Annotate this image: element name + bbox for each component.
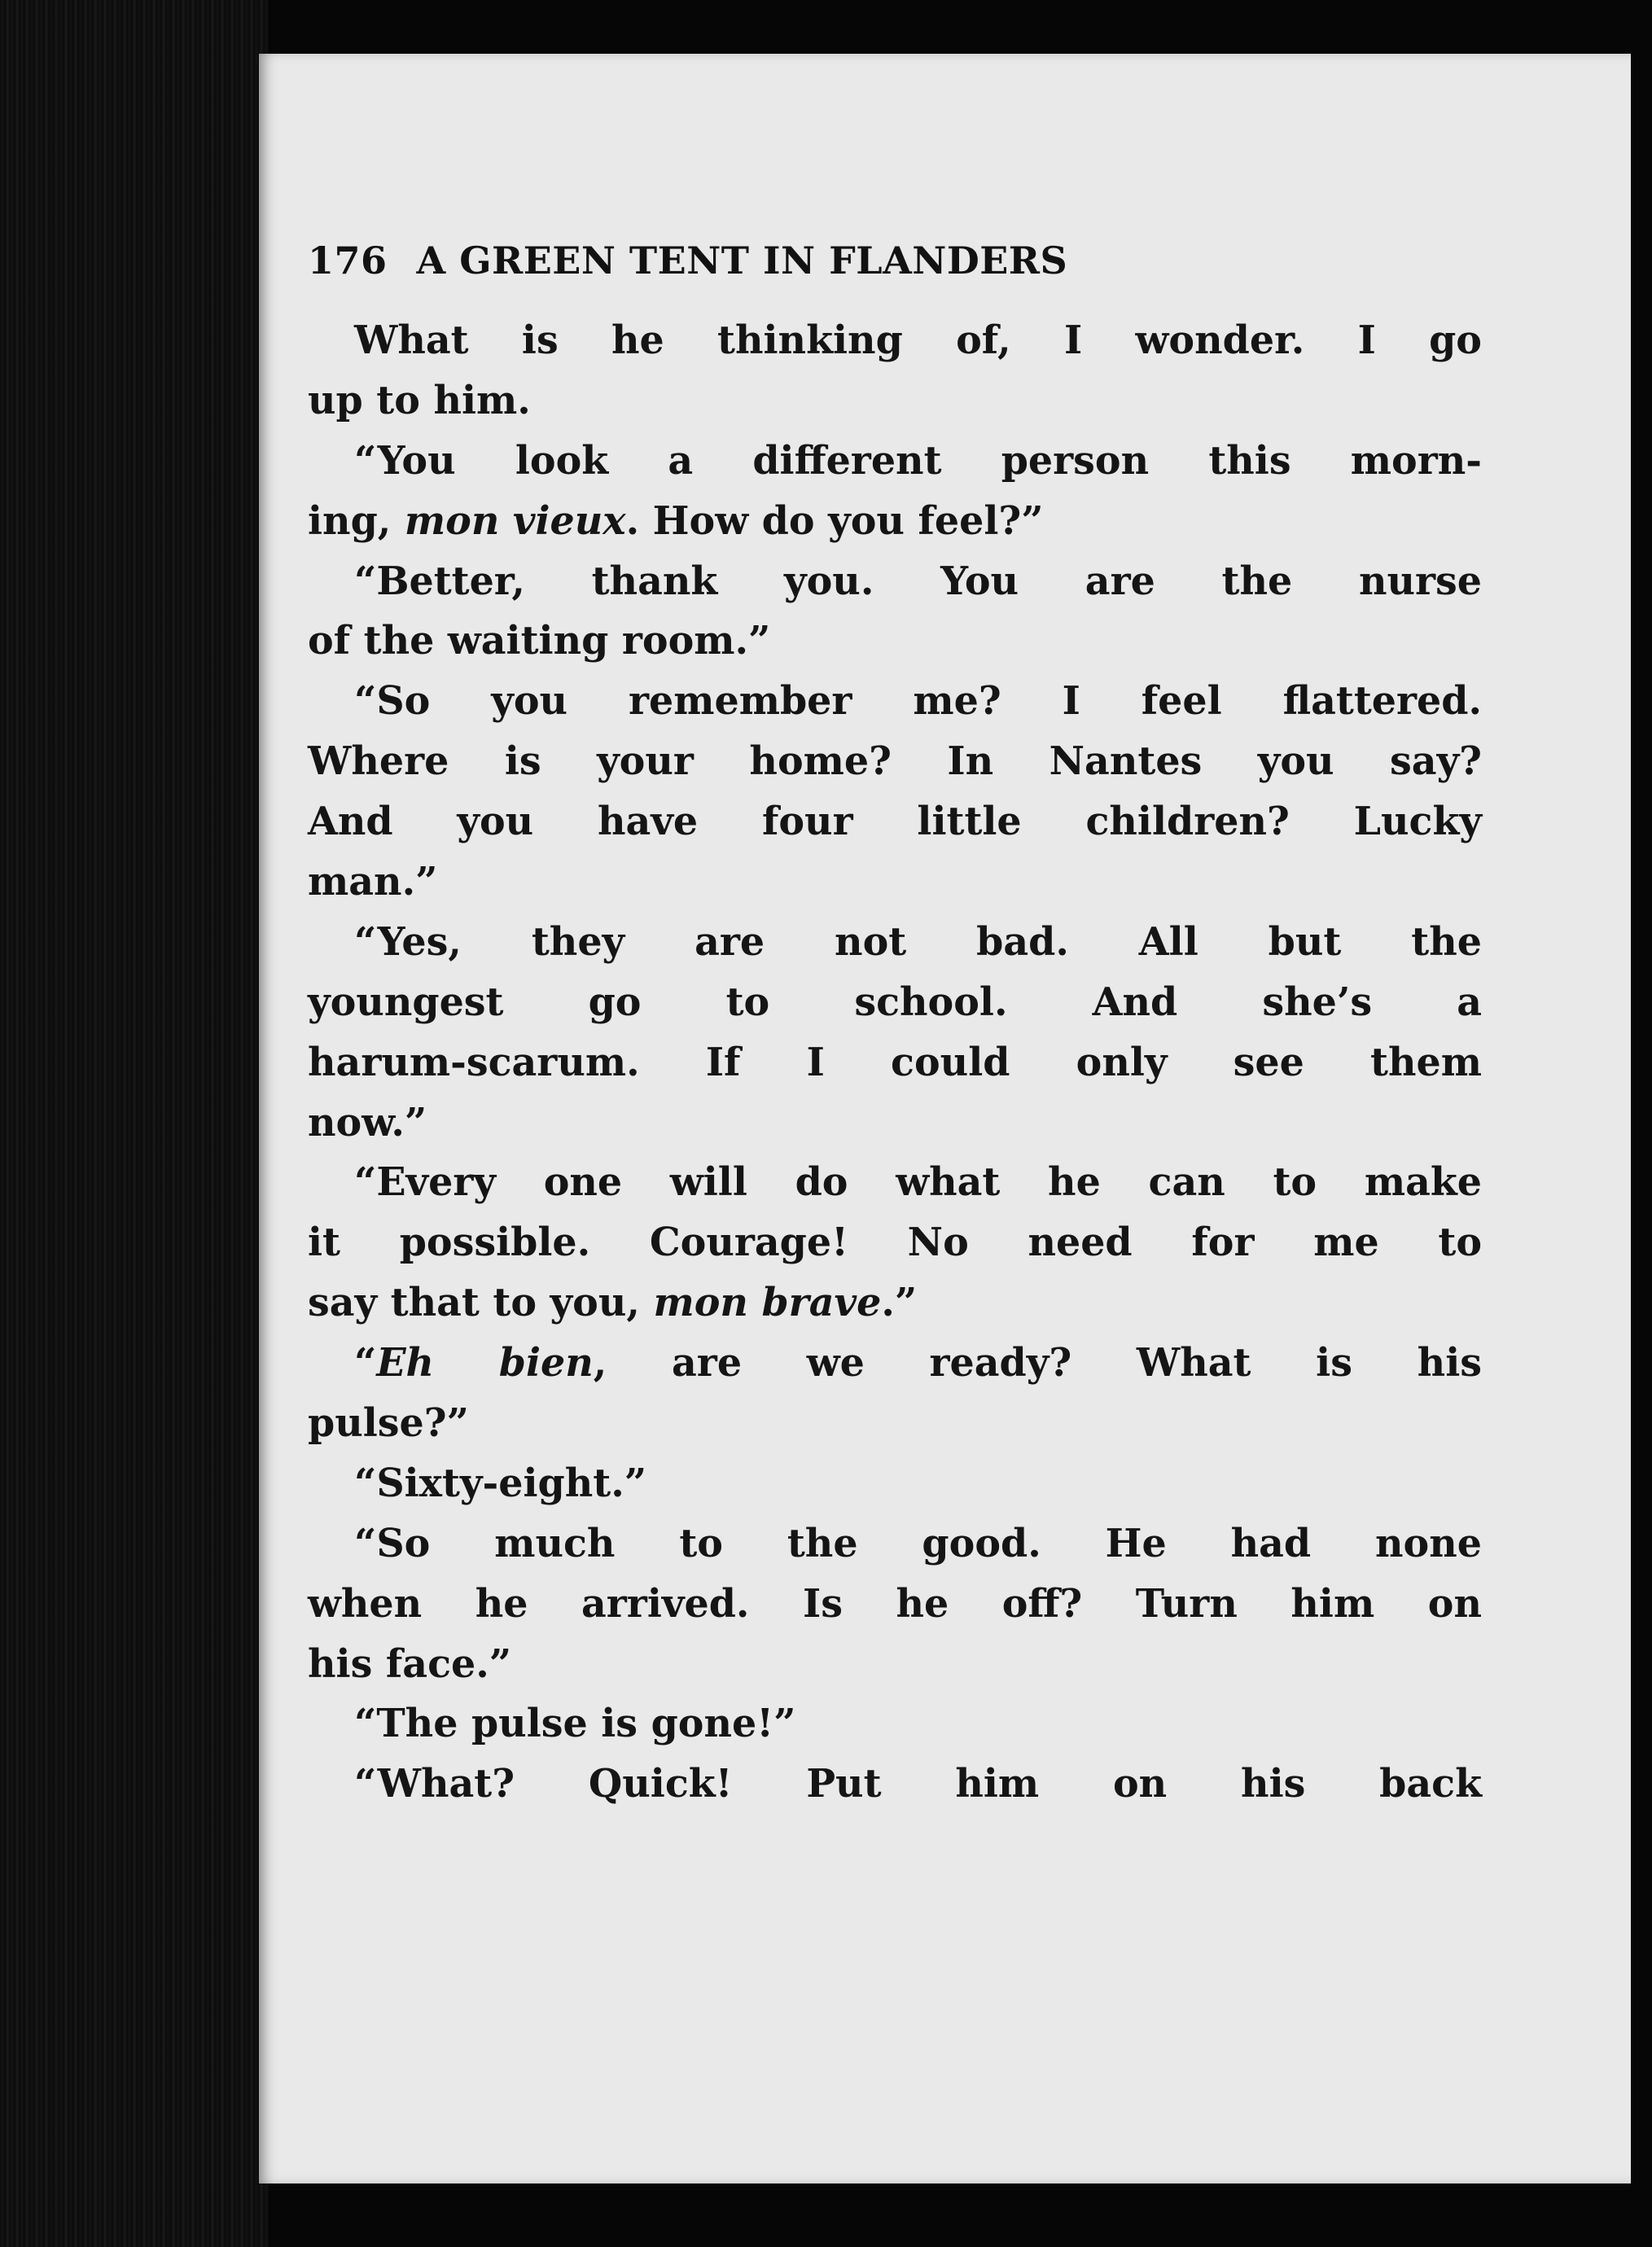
text-line: Where is your home? In Nantes you say? bbox=[308, 738, 1482, 785]
text-line: man.” bbox=[308, 859, 438, 905]
text-line: harum-scarum. If I could only see them bbox=[308, 1039, 1482, 1085]
text-line: “You look a different person this morn- bbox=[354, 437, 1482, 484]
text-line: up to him. bbox=[308, 377, 531, 423]
italic-phrase: mon vieux bbox=[404, 497, 626, 544]
text-line: And you have four little children? Lucky bbox=[308, 799, 1482, 845]
body-text bbox=[308, 311, 1482, 1815]
text-line: it possible. Courage! No need for me to bbox=[308, 1220, 1482, 1266]
text-line: youngest go to school. And she’s a bbox=[308, 979, 1482, 1025]
text-line: “The pulse is gone!” bbox=[354, 1701, 796, 1747]
text-line: “Every one will do what he can to make bbox=[354, 1159, 1482, 1206]
text-line: “Sixty-eight.” bbox=[354, 1460, 647, 1506]
text-line: “So much to the good. He had none bbox=[354, 1520, 1482, 1566]
text-line: “What? Quick! Put him on his back bbox=[354, 1761, 1482, 1807]
text-line: when he arrived. Is he off? Turn him on bbox=[308, 1580, 1482, 1627]
text-line: “Better, thank you. You are the nurse bbox=[354, 558, 1482, 604]
italic-phrase: mon brave bbox=[653, 1280, 882, 1326]
running-title: A GREEN TENT IN FLANDERS bbox=[416, 239, 1068, 283]
text-line: pulse?” bbox=[308, 1400, 469, 1447]
page-number: 176 bbox=[308, 239, 388, 283]
text-line: of the waiting room.” bbox=[308, 618, 771, 664]
text-line: his face.” bbox=[308, 1640, 512, 1687]
text-line: “Yes, they are not bad. All but the bbox=[354, 918, 1482, 965]
text-line: ing, mon vieux. How do you feel?” bbox=[308, 497, 1044, 544]
italic-phrase: Eh bien bbox=[376, 1340, 594, 1386]
text-line: say that to you, mon brave.” bbox=[308, 1280, 918, 1326]
book-binding-edge bbox=[0, 0, 269, 2247]
text-line: “So you remember me? I feel flattered. bbox=[354, 678, 1482, 725]
text-line: now.” bbox=[308, 1099, 427, 1145]
text-line: “Eh bien, are we ready? What is his bbox=[354, 1340, 1482, 1386]
text-line: What is he thinking of, I wonder. I go bbox=[354, 318, 1482, 363]
running-header bbox=[308, 239, 1374, 283]
